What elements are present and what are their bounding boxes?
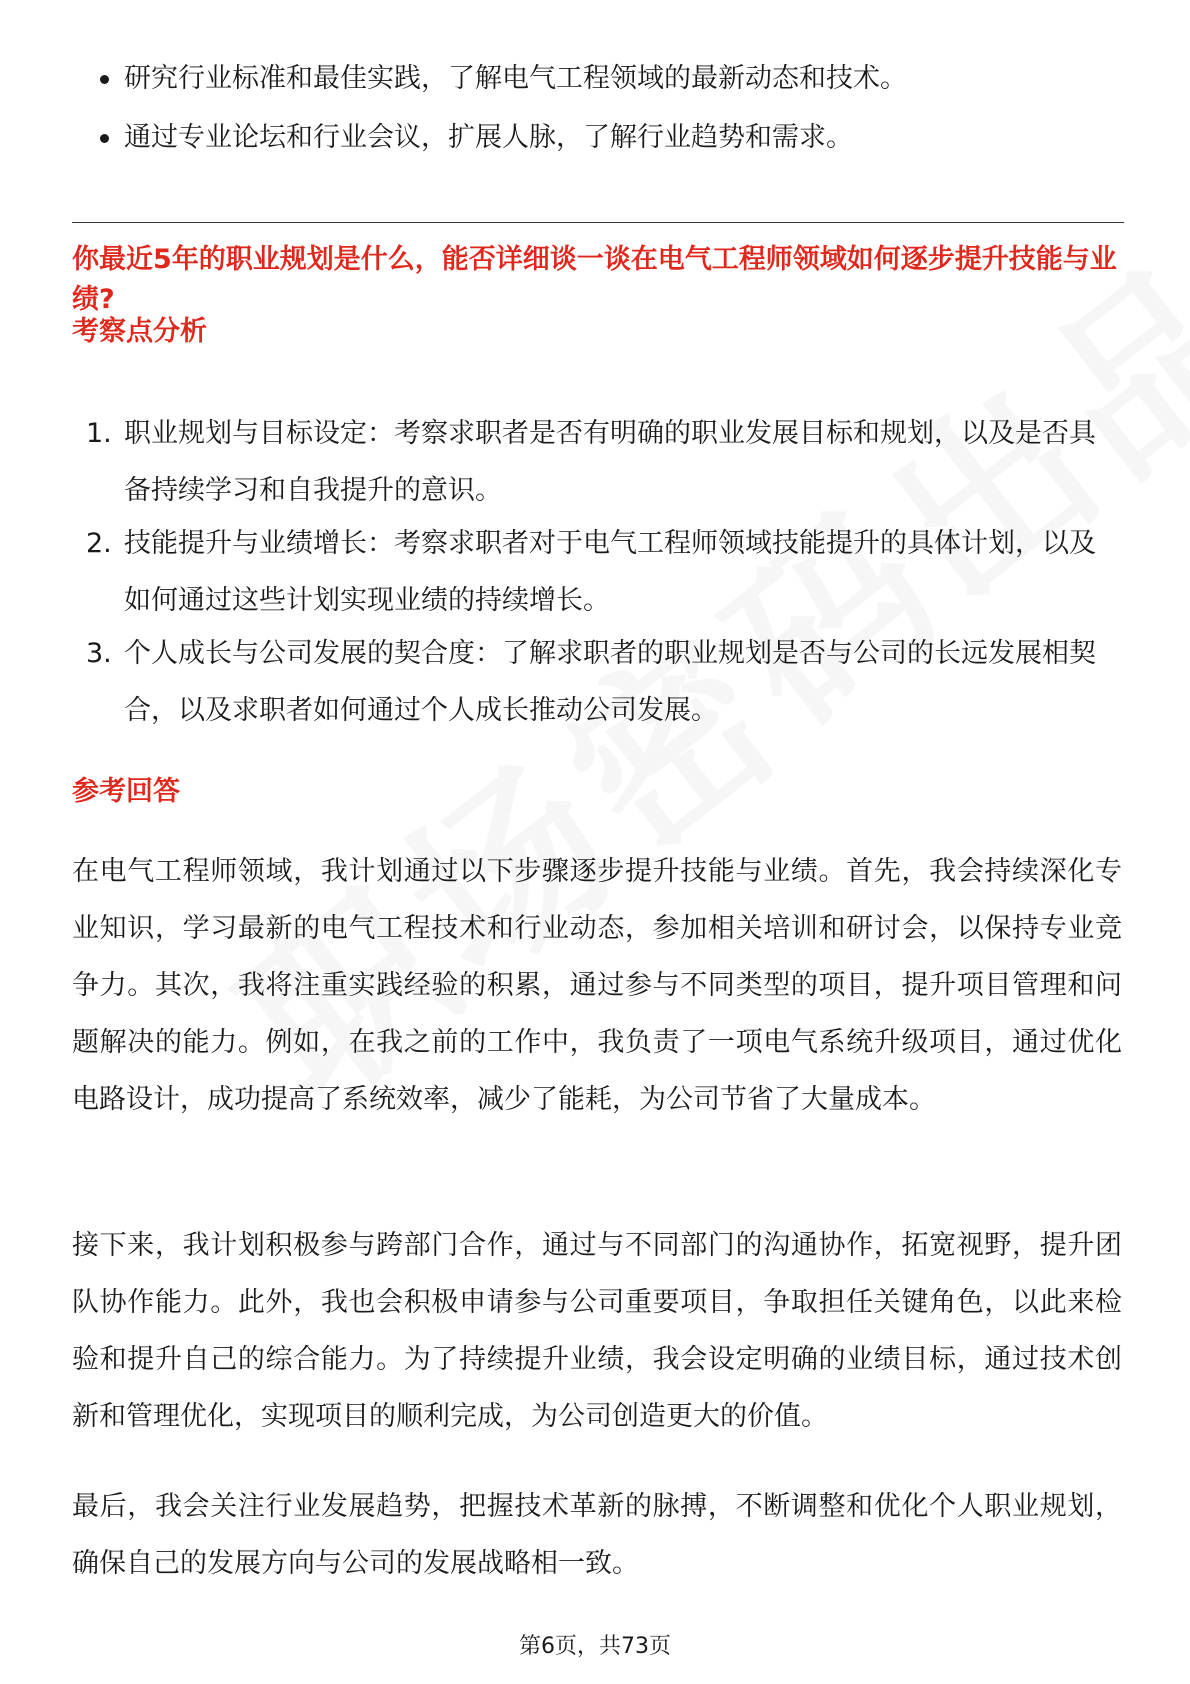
bullet-item: [72, 117, 1122, 159]
bullet-dot-icon: [100, 134, 109, 143]
analysis-item-number: 3.: [86, 638, 112, 669]
top-bullet-section: [72, 58, 1122, 176]
answer-paragraph: 在电气工程师领域，我计划通过以下步骤逐步提升技能与业绩。首先，我会持续深化专业知识，学习最新的电气工程技术和行业动态，参加相关培训和研讨会，以保持专业竞争力。其次，我将注重实践经验的积累，通过参与不同类型的项目，提升项目管理和问题解决的能力。例如，在我之前的工作中，我负责了一项电气系统升级项目，通过优化电路设计，成功提高了系统效率，减少了能耗，为公司节省了大量成本。: [72, 856, 1122, 1115]
bullet-list: [72, 58, 1122, 159]
section-divider: [72, 222, 1124, 223]
answer-heading: 参考回答: [72, 776, 180, 807]
bullet-item: [72, 58, 1122, 100]
bullet-dot-icon: [100, 75, 109, 84]
analysis-item-number: 1.: [86, 418, 112, 449]
question-heading: 你最近5年的职业规划是什么，能否详细谈一谈在电气工程师领域如何逐步提升技能与业绩?: [72, 244, 1117, 315]
analysis-item-text: 职业规划与目标设定：考察求职者是否有明确的职业发展目标和规划，以及是否具备持续学习和自我提升的意识。: [124, 418, 1096, 506]
analysis-item: [72, 515, 1122, 629]
analysis-item-text: 技能提升与业绩增长：考察求职者对于电气工程师领域技能提升的具体计划，以及如何通过这些计划实现业绩的持续增长。: [124, 528, 1096, 616]
analysis-list: [72, 405, 1122, 739]
page-number-footer: 第6页，共73页: [519, 1634, 671, 1659]
analysis-item-number: 2.: [86, 528, 112, 559]
answer-paragraph: 最后，我会关注行业发展趋势，把握技术革新的脉搏，不断调整和优化个人职业规划，确保自己的发展方向与公司的发展战略相一致。: [72, 1491, 1122, 1579]
bullet-text: 研究行业标准和最佳实践，了解电气工程领域的最新动态和技术。: [124, 63, 907, 94]
bullet-text: 通过专业论坛和行业会议，扩展人脉，了解行业趋势和需求。: [124, 122, 853, 153]
analysis-item-text: 个人成长与公司发展的契合度：了解求职者的职业规划是否与公司的长远发展相契合，以及求职者如何通过个人成长推动公司发展。: [124, 638, 1096, 726]
analysis-item: [72, 405, 1122, 519]
analysis-item: [72, 625, 1122, 739]
answer-paragraph: 接下来，我计划积极参与跨部门合作，通过与不同部门的沟通协作，拓宽视野，提升团队协作能力。此外，我也会积极申请参与公司重要项目，争取担任关键角色，以此来检验和提升自己的综合能力。为了持续提升业绩，我会设定明确的业绩目标，通过技术创新和管理优化，实现项目的顺利完成，为公司创造更大的价值。: [72, 1230, 1122, 1432]
analysis-heading: 考察点分析: [72, 316, 207, 347]
